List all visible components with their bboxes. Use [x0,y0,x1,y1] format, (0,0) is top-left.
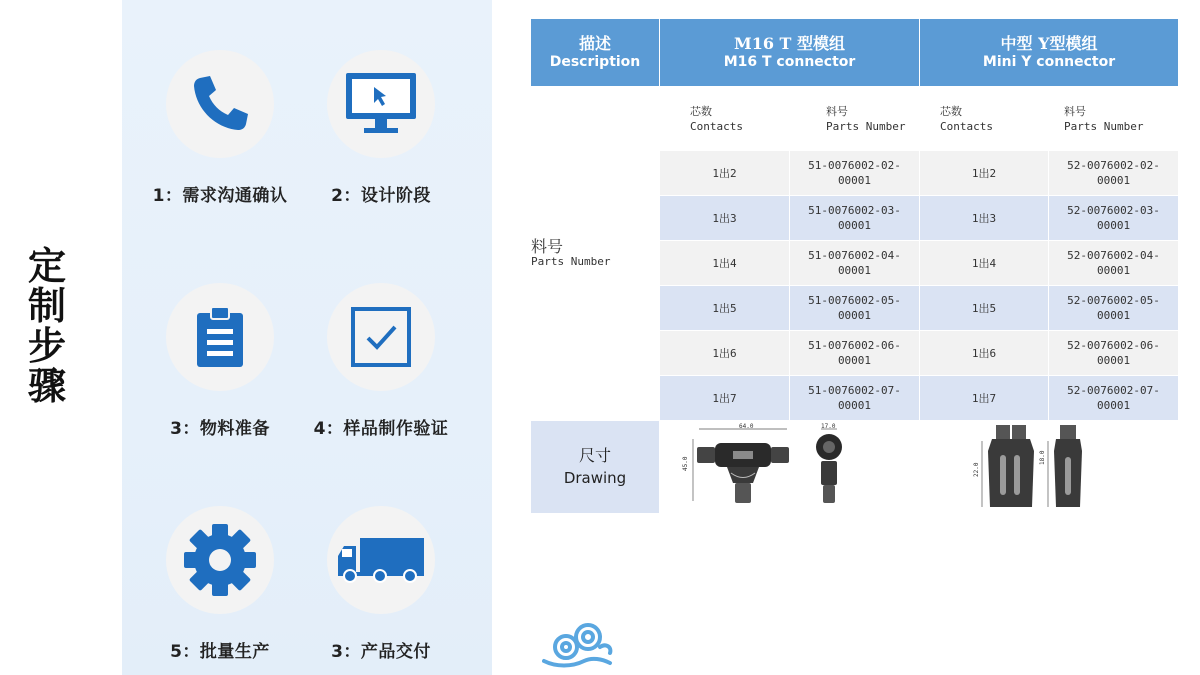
clipboard-icon [195,305,245,369]
drawing-label: 尺寸 Drawing [531,421,660,514]
step-label: 5：批量生产 [170,642,270,662]
step-2 [301,50,461,206]
t-part-cell: 51-0076002-04- 00001 [790,241,920,286]
monitor-icon [344,71,418,137]
subheader-parts: 料号 Parts Number [790,87,920,151]
parts-number-label: 料号 Parts Number [531,87,660,421]
step-4 [301,283,461,439]
steps-panel [122,0,492,675]
gear-icon [182,522,258,598]
y-contacts-cell: 1出3 [920,196,1049,241]
t-part-cell: 51-0076002-06- 00001 [790,331,920,376]
y-contacts-cell: 1出2 [920,151,1049,196]
step-label: 4：样品制作验证 [313,419,449,439]
table-subheader-row [531,87,1179,151]
header-t-connector [660,19,920,87]
header-description-en: Description [549,53,641,70]
y-part-cell: 52-0076002-03- 00001 [1049,196,1179,241]
step-label: 1：需求沟通确认 [152,186,288,206]
step-label: 3：物料准备 [170,419,270,439]
step-label: 2：设计阶段 [331,186,431,206]
section-title [24,246,70,406]
subheader-contacts: 芯数 Contacts [660,87,790,151]
y-side-dimension: 18.0 [1039,450,1047,465]
title-char: 步 [27,324,66,368]
step-icon-circle [166,283,274,391]
title-char: 骤 [27,364,66,408]
step-icon-circle [327,50,435,158]
y-part-cell: 52-0076002-02- 00001 [1049,151,1179,196]
step-6 [301,506,461,662]
step-icon-circle [166,50,274,158]
table-header-row [531,19,1179,87]
y-part-cell: 52-0076002-07- 00001 [1049,376,1179,421]
header-t-zh: M16 T 型模组 [733,33,846,53]
cloud-decoration-icon [542,617,614,671]
y-connector-drawing-image [920,421,1179,509]
t-contacts-cell: 1出3 [660,196,790,241]
t-contacts-cell: 1出6 [660,331,790,376]
step-icon-circle [327,283,435,391]
t-part-cell: 51-0076002-03- 00001 [790,196,920,241]
header-description [531,19,660,87]
step-label: 3：产品交付 [331,642,431,662]
y-part-cell: 52-0076002-06- 00001 [1049,331,1179,376]
title-char: 制 [27,284,66,328]
step-5 [140,506,300,662]
y-part-cell: 52-0076002-05- 00001 [1049,286,1179,331]
spec-table [530,18,1179,514]
t-part-cell: 51-0076002-05- 00001 [790,286,920,331]
title-char: 定 [27,244,66,288]
subheader-contacts: 芯数 Contacts [920,87,1049,151]
y-connector-drawing [920,421,1179,514]
header-y-zh: 中型 Y型模组 [1000,33,1098,53]
t-side-dimension: 17.0 [820,423,835,430]
t-part-cell: 51-0076002-07- 00001 [790,376,920,421]
step-1 [140,50,300,206]
drawing-row [531,421,1179,514]
t-connector-drawing-image [661,421,919,509]
y-contacts-cell: 1出6 [920,331,1049,376]
y-height-dimension: 22.0 [973,462,981,477]
truck-icon [336,536,426,584]
t-contacts-cell: 1出5 [660,286,790,331]
header-y-en: Mini Y connector [982,53,1116,70]
subheader-parts: 料号 Parts Number [1049,87,1179,151]
step-3 [140,283,300,439]
t-connector-drawing [660,421,920,514]
t-contacts-cell: 1出4 [660,241,790,286]
t-height-dimension: 45.0 [681,456,689,471]
y-contacts-cell: 1出5 [920,286,1049,331]
t-width-dimension: 64.0 [738,423,753,430]
header-t-en: M16 T connector [723,53,856,70]
step-icon-circle [327,506,435,614]
t-contacts-cell: 1出7 [660,376,790,421]
t-part-cell: 51-0076002-02- 00001 [790,151,920,196]
header-y-connector [920,19,1179,87]
step-icon-circle [166,506,274,614]
phone-icon [188,72,252,136]
checkbox-icon [349,305,413,369]
header-description-zh: 描述 [578,33,611,53]
y-part-cell: 52-0076002-04- 00001 [1049,241,1179,286]
y-contacts-cell: 1出4 [920,241,1049,286]
t-contacts-cell: 1出2 [660,151,790,196]
y-contacts-cell: 1出7 [920,376,1049,421]
